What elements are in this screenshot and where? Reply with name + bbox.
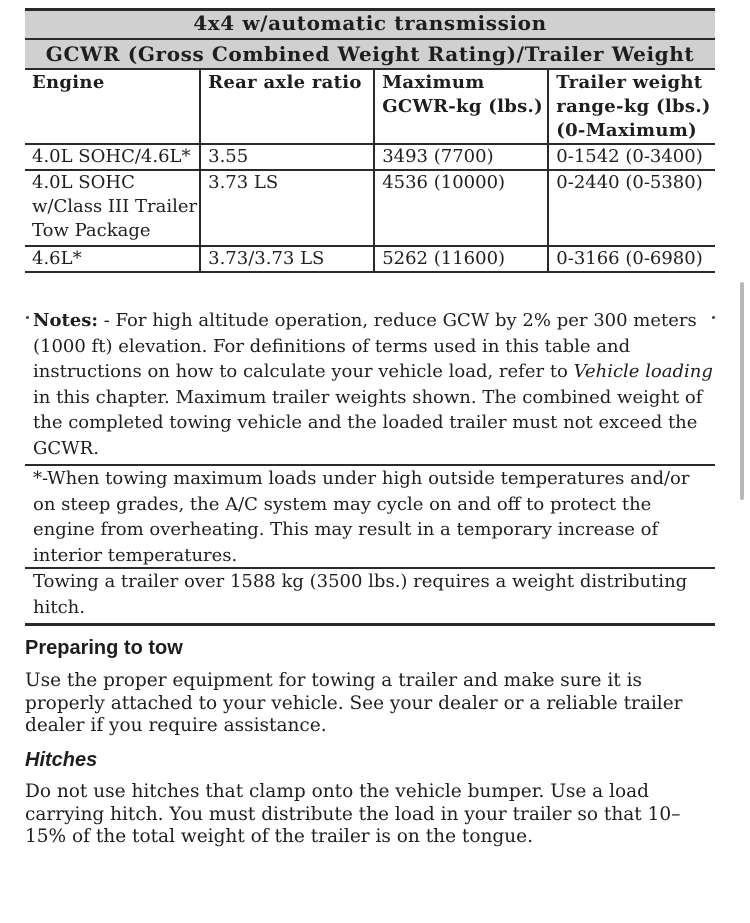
heading-preparing-to-tow: Preparing to tow (25, 637, 183, 659)
vehicle-loading-link[interactable]: Vehicle loading (573, 361, 713, 382)
preparing-to-tow-text: Use the proper equipment for towing a trailer and make sure it is properly attached to your vehicle. See your dealer or a reliable trailer dealer if you require assistance. (25, 670, 683, 736)
cell-max-gcwr: 3493 (7700) (374, 144, 548, 170)
notes-text: - For high altitude operation, reduce GCW by 2% per 300 meters (1000 ft) elevation. For definitions of terms used in this table and instructions on how to calculate your vehicle load, refer to (33, 310, 697, 382)
header-engine: Engine (32, 72, 105, 93)
header-axle-ratio: Rear axle ratio (200, 70, 374, 144)
header-max-gcwr: Maximum GCWR-kg (lbs.) (374, 70, 548, 144)
hitches-text: Do not use hitches that clamp onto the vehicle bumper. Use a load carrying hitch. You must distribute the load in your trailer so that 10–15% of the total weight of the trailer is on the tongue. (25, 781, 681, 847)
cell-max-gcwr: 4536 (10000) (374, 170, 548, 246)
table-row (25, 144, 715, 170)
heading-hitches: Hitches (25, 749, 98, 771)
scrollbar[interactable] (740, 282, 744, 500)
cell-trailer-weight: 0-2440 (0-5380) (548, 170, 715, 246)
table-title: 4x4 w/automatic transmission (25, 8, 715, 40)
footnote-hitch-text: Towing a trailer over 1588 kg (3500 lbs.) requires a weight distributing hitch. (33, 571, 688, 618)
table-row (25, 246, 715, 272)
table-row (25, 170, 715, 246)
cell-axle-ratio: 3.55 (200, 144, 374, 170)
cell-engine: 4.0L SOHC/4.6L* (32, 146, 191, 167)
footnote-temperature-text: *-When towing maximum loads under high outside temperatures and/or on steep grades, the A/C system may cycle on and off to protect the engine from overheating. This may result in a temporary increase of interior temperatures. (33, 468, 690, 566)
cell-trailer-weight: 0-3166 (0-6980) (548, 246, 715, 272)
table-header-row (25, 70, 715, 144)
header-trailer-weight: Trailer weight range-kg (lbs.) (0-Maximum) (548, 70, 715, 144)
footnote-temperature (25, 464, 715, 568)
footnote-hitch (25, 567, 715, 626)
table-subtitle: GCWR (Gross Combined Weight Rating)/Trailer Weight (25, 40, 715, 70)
notes-paragraph (25, 308, 715, 461)
notes-label: Notes: (33, 310, 99, 331)
cell-trailer-weight: 0-1542 (0-3400) (548, 144, 715, 170)
cell-axle-ratio: 3.73 LS (200, 170, 374, 246)
towing-table (25, 8, 715, 273)
cell-engine: 4.0L SOHC w/Class III Trailer Tow Package (32, 172, 198, 241)
notes-text-end: in this chapter. Maximum trailer weights shown. The combined weight of the completed towing vehicle and the loaded trailer must not exceed the GCWR. (33, 386, 703, 459)
cell-max-gcwr: 5262 (11600) (374, 246, 548, 272)
spec-table (25, 70, 715, 273)
cell-axle-ratio: 3.73/3.73 LS (200, 246, 374, 272)
cell-engine: 4.6L* (32, 248, 82, 269)
